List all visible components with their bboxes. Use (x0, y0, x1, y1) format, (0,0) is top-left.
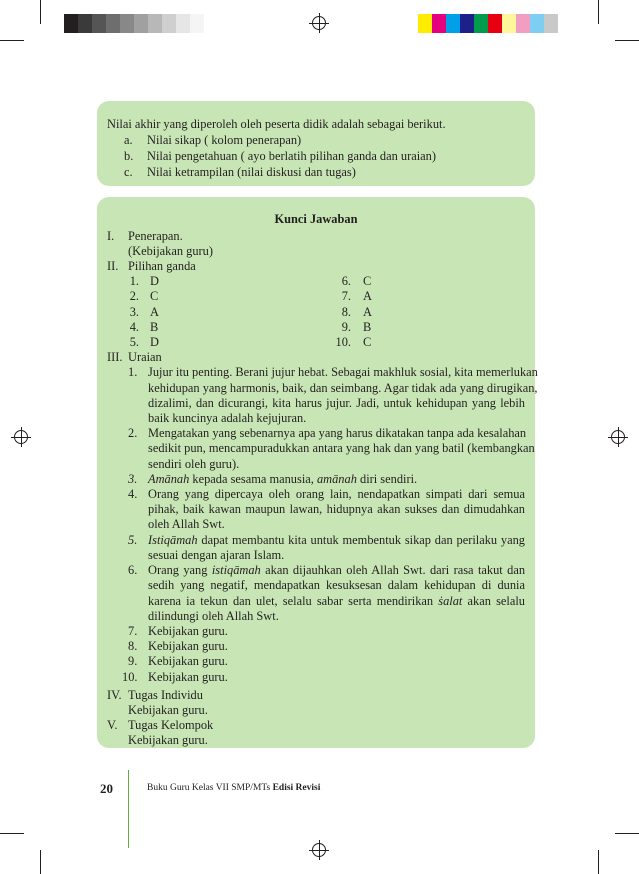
calibration-swatch (162, 14, 176, 33)
section-title: Tugas Kelompok (128, 718, 214, 732)
mc-answer: A (363, 289, 372, 304)
answer-line (148, 533, 525, 548)
mc-number: 1. (129, 274, 139, 288)
answer-line: Kebijakan guru. (148, 654, 228, 668)
edition-label: Edisi Revisi (272, 783, 321, 793)
mc-number: 4. (129, 319, 139, 334)
answer-line: Orang yang dipercaya oleh orang lain, nendapatkan simpati dari semua (148, 487, 525, 501)
answer-line (148, 563, 525, 578)
crop-mark (615, 833, 639, 834)
calibration-swatch (446, 14, 460, 33)
assessment-box (97, 101, 535, 186)
answer-line (148, 594, 525, 609)
answer-line: Kebijakan guru. (148, 670, 228, 684)
calibration-swatch (502, 14, 516, 33)
crop-mark (598, 0, 599, 24)
running-footer (147, 783, 320, 793)
answer-text: Orang yang (148, 563, 212, 577)
mc-answer: D (150, 335, 159, 350)
page-number: 20 (100, 781, 113, 796)
mc-answer: A (363, 304, 372, 319)
footer-divider (128, 770, 129, 848)
answer-key-box (97, 197, 538, 748)
question-number: 3. (128, 472, 138, 486)
calibration-swatch (78, 14, 92, 33)
crop-mark (0, 833, 24, 834)
calibration-swatch (488, 14, 502, 33)
mc-number: 9. (341, 319, 351, 334)
section-marker: I. (107, 229, 115, 243)
answer-line: baik kuncinya adalah kejujuran. (148, 411, 307, 425)
answer-key-title: Kunci Jawaban (274, 212, 358, 226)
intro-item-text: Nilai sikap ( kolom penerapan) (147, 133, 302, 147)
answer-text: diri sendiri. (356, 472, 418, 486)
section-title: Uraian (128, 350, 162, 364)
intro-item-text: Nilai ketrampilan (nilai diskusi dan tugas) (147, 165, 356, 179)
answer-line: Mengatakan yang sebenarnya apa yang harus dikatakan tanpa ada kesalahan (148, 426, 527, 440)
question-number: 7. (128, 624, 138, 638)
section-marker: II. (107, 259, 119, 273)
calibration-swatch (134, 14, 148, 33)
mc-number: 7. (341, 289, 351, 304)
answer-line: Kebijakan guru. (148, 639, 228, 653)
intro-item-marker: c. (124, 165, 133, 179)
answer-text: karena ia tekun dan ulet, selalu sabar serta mendirikan (148, 594, 439, 608)
calibration-swatch (460, 14, 474, 33)
calibration-swatch (530, 14, 544, 33)
section-marker: III. (107, 350, 123, 364)
mc-number: 5. (129, 335, 139, 350)
calibration-swatch (418, 14, 432, 33)
section-title: Tugas Individu (128, 688, 203, 702)
calibration-swatch (106, 14, 120, 33)
calibration-swatch (148, 14, 162, 33)
answer-line (148, 472, 417, 487)
calibration-swatch (516, 14, 530, 33)
crop-mark (615, 40, 639, 41)
question-number: 9. (128, 654, 138, 668)
calibration-swatch (120, 14, 134, 33)
arabic-term: istiqāmah (211, 563, 261, 577)
book-title: Buku Guru Kelas VII SMP/MTs (147, 783, 273, 793)
mc-answer: C (363, 335, 372, 350)
section-body: (Kebijakan guru) (128, 244, 213, 258)
arabic-term: Amānah (148, 472, 190, 486)
registration-mark-icon (14, 430, 28, 444)
answer-line: sendiri oleh guru). (148, 457, 240, 471)
mc-number: 6. (341, 274, 351, 288)
intro-item-text: Nilai pengetahuan ( ayo berlatih pilihan ganda dan uraian) (147, 149, 437, 163)
mc-answer: B (363, 319, 372, 334)
question-number: 8. (128, 639, 138, 653)
mc-number: 8. (341, 304, 351, 319)
answer-line: sedikit pun, mencampuradukkan antara yang hak dan yang batil (kembangkan (148, 441, 535, 455)
crop-mark (40, 0, 41, 24)
calibration-swatch (544, 14, 558, 33)
section-body: Kebijakan guru. (128, 733, 208, 747)
question-number: 5. (128, 533, 138, 547)
answer-text: dapat membantu kita untuk membentuk sikap dan perilaku yang (197, 533, 525, 547)
mc-number: 2. (129, 289, 139, 304)
arabic-term: Istiqāmah (148, 533, 198, 547)
mc-number: 3. (129, 304, 139, 319)
registration-mark-icon (312, 843, 326, 857)
arabic-term: ṡalat (438, 594, 463, 608)
section-body: Kebijakan guru. (128, 703, 208, 717)
calibration-swatch (474, 14, 488, 33)
section-marker: IV. (107, 688, 122, 702)
answer-line: pihak, baik kawan maupun lawan, hidupnya akan sukses dan dimudahkan (148, 502, 525, 516)
mc-number: 10. (335, 335, 351, 350)
question-number: 2. (128, 426, 138, 440)
mc-answer: D (150, 274, 159, 288)
mc-answer: A (150, 304, 159, 319)
answer-line: sedih yang negatif, mendapatkan kesuksesan dalam kehidupan di dunia (148, 578, 525, 592)
answer-line: Jujur itu penting. Berani jujur hebat. Sebagai makhluk sosial, kita memerlukan (148, 365, 538, 379)
arabic-term: amānah (316, 472, 357, 486)
section-title: Pilihan ganda (128, 259, 196, 273)
calibration-swatch (176, 14, 190, 33)
answer-line: dizalimi, dan dicurangi, kita harus jujur. Jadi, untuk kehidupan yang lebih (148, 396, 525, 410)
answer-line: oleh Allah Swt. (148, 517, 225, 531)
mc-answer: C (363, 274, 372, 288)
intro-text: Nilai akhir yang diperoleh oleh peserta didik adalah sebagai berikut. (107, 117, 446, 131)
registration-mark-icon (611, 430, 625, 444)
calibration-swatch (64, 14, 78, 33)
answer-text: akan dijauhkan oleh Allah Swt. dari rasa takut dan (260, 563, 526, 577)
question-number: 1. (128, 365, 138, 379)
question-number: 6. (128, 563, 138, 577)
answer-text: kepada sesama manusia, (189, 472, 317, 486)
calibration-swatch (432, 14, 446, 33)
question-number: 4. (128, 487, 138, 501)
intro-item-marker: a. (124, 133, 133, 147)
answer-line: Kebijakan guru. (148, 624, 228, 638)
gray-calibration-strip (64, 14, 204, 33)
crop-mark (0, 40, 24, 41)
answer-line: sesuai dengan ajaran Islam. (148, 548, 285, 562)
mc-answer: B (150, 319, 159, 334)
color-calibration-strip (418, 14, 558, 33)
calibration-swatch (92, 14, 106, 33)
answer-line: dilindungi oleh Allah Swt. (148, 609, 279, 623)
calibration-swatch (190, 14, 204, 33)
question-number: 10. (122, 670, 138, 684)
section-title: Penerapan. (128, 229, 183, 243)
registration-mark-icon (312, 16, 326, 30)
answer-text: akan selalu (462, 594, 525, 608)
crop-mark (40, 850, 41, 874)
mc-answer: C (150, 289, 159, 304)
crop-mark (598, 850, 599, 874)
answer-line: kehidupan yang harmonis, baik, dan seimbang. Agar tidak ada yang dirugikan, (148, 381, 538, 395)
intro-item-marker: b. (124, 149, 134, 163)
section-marker: V. (107, 718, 118, 732)
